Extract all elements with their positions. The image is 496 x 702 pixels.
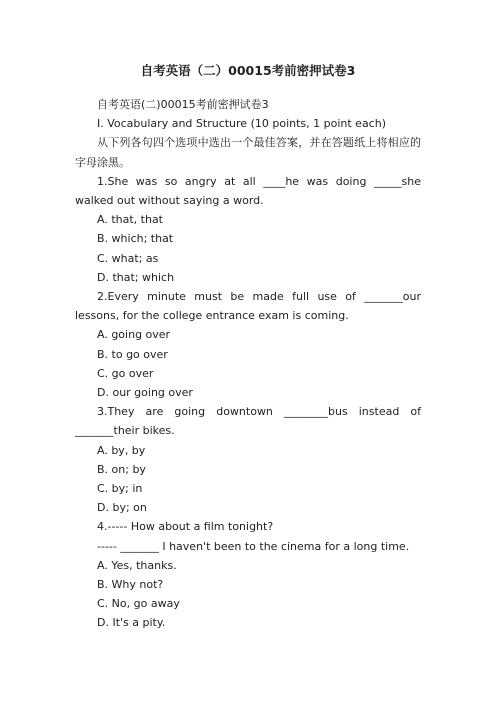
instruction-text: 从下列各句四个选项中选出一个最佳答案，并在答题纸上将相应的字母涂黑。: [75, 136, 421, 169]
question-4-stem-line2: ----- _______ I haven't been to the cinema for a long time.: [97, 539, 410, 553]
question-2-option-a: A. going over: [97, 328, 171, 342]
question-2-option-c: C. go over: [97, 366, 154, 380]
question-1-option-b: B. which; that: [97, 232, 174, 246]
document-body: [75, 95, 421, 633]
question-4-option-a: A. Yes, thanks.: [97, 558, 177, 572]
subtitle: 自考英语(二)00015考前密押试卷3: [97, 98, 269, 111]
question-2-option-d: D. our going over: [97, 386, 193, 400]
question-3-option-c: C. by; in: [97, 482, 143, 496]
question-4-option-b: B. Why not?: [97, 578, 164, 592]
question-1-option-a: A. that, that: [97, 213, 163, 227]
section-heading: Ⅰ. Vocabulary and Structure (10 points, 1 point each): [97, 117, 386, 131]
question-1-stem: 1.She was so angry at all ____he was doing _____she walked out without saying a word.: [75, 174, 421, 208]
question-3-option-b: B. on; by: [97, 462, 146, 476]
question-3-stem-line2: _______their bikes.: [75, 424, 175, 438]
question-4-stem-line1: 4.----- How about a film tonight?: [97, 520, 274, 534]
question-4-option-c: C. No, go away: [97, 597, 180, 611]
question-1-option-c: C. what; as: [97, 251, 159, 265]
question-1-option-d: D. that; which: [97, 270, 175, 284]
question-3-option-a: A. by, by: [97, 443, 146, 457]
question-3-stem-line1: 3.They are going downtown ________bus instead of: [97, 405, 421, 419]
question-2-stem: 2.Every minute must be made full use of _______our lessons, for the college entrance exam is coming.: [75, 290, 421, 323]
page-title: 自考英语（二）00015考前密押试卷3: [140, 63, 356, 78]
question-3-option-d: D. by; on: [97, 501, 147, 515]
question-4-option-d: D. It's a pity.: [97, 616, 166, 630]
question-2-option-b: B. to go over: [97, 347, 168, 361]
